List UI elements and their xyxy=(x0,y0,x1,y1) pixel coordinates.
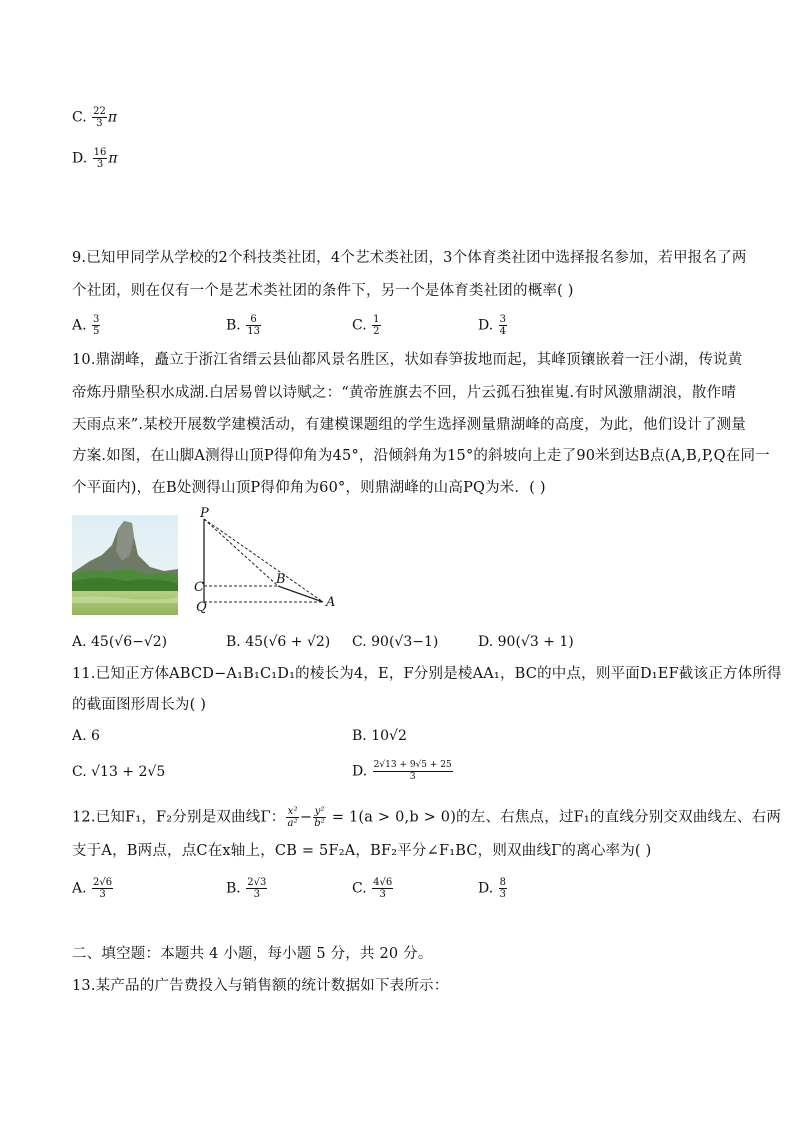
q13-stem-line-1: 13.某产品的广告费投入与销售额的统计数据如下表所示： xyxy=(72,978,449,994)
option-text: 10√2 xyxy=(371,728,407,744)
option-label: A. xyxy=(72,634,87,650)
option-text: 45(√6−√2) xyxy=(91,634,168,650)
option-label: D. xyxy=(352,763,368,780)
fraction-den: 3 xyxy=(409,772,416,782)
q10-stem-line-1: 10.鼎湖峰，矗立于浙江省缙云县仙都风景名胜区，状如春笋拔地而起，其峰顶镶嵌着一汪小湖，传说黄 xyxy=(72,352,743,368)
option-label: A. xyxy=(72,880,87,897)
fraction xyxy=(499,877,507,900)
option-label: C. xyxy=(352,880,367,897)
q10-option-b xyxy=(226,632,330,652)
q10-option-c xyxy=(352,632,438,652)
fraction-num: 2√6 xyxy=(93,877,113,888)
fraction-x xyxy=(286,806,298,829)
label-b: B xyxy=(276,572,286,587)
fraction-num: 6 xyxy=(246,314,261,326)
q9-stem-line-1: 9.已知甲同学从学校的2个科技类社团，4个艺术类社团，3个体育类社团中选择报名参加，若甲报名了两 xyxy=(72,250,747,266)
option-text: 6 xyxy=(91,728,100,744)
fraction-den: 5 xyxy=(93,326,100,337)
fraction xyxy=(246,314,261,337)
fraction xyxy=(92,877,113,900)
option-text: √13 + 2√5 xyxy=(91,764,166,780)
q10-stem-line-5: 个平面内)，在B处测得山顶P得仰角为60°，则鼎湖峰的山高PQ为米．( ) xyxy=(72,480,546,496)
fraction xyxy=(373,760,453,783)
q8-option-d xyxy=(72,147,118,170)
option-label: D. xyxy=(478,634,494,650)
fraction-den: 3 xyxy=(96,118,103,129)
fraction xyxy=(93,147,108,170)
fraction-num: 4√6 xyxy=(373,877,393,888)
label-a: A xyxy=(326,595,336,610)
fraction-den: 3 xyxy=(99,889,106,900)
fraction-num: 16 xyxy=(93,147,107,158)
fraction-den: 3 xyxy=(253,889,260,900)
option-label: A. xyxy=(72,317,87,334)
option-label: C. xyxy=(352,317,367,334)
option-tail: π xyxy=(108,150,118,167)
option-label: C. xyxy=(352,634,367,650)
q10-stem-line-2: 帝炼丹鼎坠积水成湖.白居易曾以诗赋之：“黄帝旌旗去不回，片云孤石独崔嵬.有时风激鼎湖浪，散作晴 xyxy=(72,385,737,401)
q10-stem-line-3: 天雨点来”.某校开展数学建模活动，有建模课题组的学生选择测量鼎湖峰的高度，为此，他们设计了测量 xyxy=(72,417,746,433)
fraction-num: 22 xyxy=(93,106,106,117)
fraction-den: 4 xyxy=(499,326,507,337)
fraction xyxy=(372,877,393,900)
q10-option-a xyxy=(72,632,167,652)
q9-option-a xyxy=(72,314,101,337)
fraction-den: 3 xyxy=(499,889,507,900)
option-label: B. xyxy=(226,880,241,897)
fraction-num: x² xyxy=(287,806,298,817)
fraction-num: 2√3 xyxy=(247,877,267,888)
q8-option-c xyxy=(72,106,117,129)
fraction-den: 3 xyxy=(96,159,104,170)
q11-stem-line-1: 11.已知正方体ABCD−A₁B₁C₁D₁的棱长为4，E，F分别是棱AA₁，BC的中点，则平面D₁EF截该正方体所得 xyxy=(72,666,782,682)
fraction-den: a² xyxy=(287,818,298,829)
option-label: C. xyxy=(72,764,87,780)
fraction xyxy=(92,314,100,337)
q12-option-a xyxy=(72,877,114,900)
q12-text-b: 的左、右焦点，过F₁的直线分别交双曲线左、右两 xyxy=(456,809,782,826)
fraction-y xyxy=(313,806,326,829)
q12-option-b xyxy=(226,877,268,900)
fraction-den: 2 xyxy=(373,326,380,337)
option-text: 45(√6 + √2) xyxy=(245,634,331,650)
q12-option-c xyxy=(352,877,394,900)
q10-stem-line-4: 方案.如图，在山脚A测得山顶P得仰角为45°，沿倾斜角为15°的斜坡向上走了90米到达B点(A,B,P,Q在同一 xyxy=(72,448,770,464)
q11-option-c xyxy=(72,762,165,782)
section-heading-fill-in: 二、填空题：本题共 4 小题，每小题 5 分，共 20 分。 xyxy=(72,946,433,962)
q12-equation-tail: = 1(a > 0,b > 0) xyxy=(327,809,457,826)
fraction xyxy=(372,314,380,337)
q12-stem-line-1: 12.已知F₁，F₂分别是双曲线Γ： $\frac{\text{x²}}{\text{a²}}$ − $\frac{\text{y²}}{\text{b²}}$ = 1(a > 0,b > 0)的左、右焦点，过F₁的直线分别交双曲线左、右两 xyxy=(72,806,782,829)
label-p: P xyxy=(200,506,209,521)
option-tail: π xyxy=(107,109,118,126)
fraction-num: 3 xyxy=(93,314,100,325)
q12-stem-line-2: 支于A，B两点，点C在x轴上，CB = 5F₂A，BF₂平分∠F₁BC，则双曲线Γ的离心率为( ) xyxy=(72,843,652,859)
fraction-num: 1 xyxy=(373,314,380,325)
q11-option-d xyxy=(352,760,454,783)
option-label: A. xyxy=(72,728,87,744)
option-label: C. xyxy=(72,109,87,126)
q10-figure xyxy=(190,505,350,617)
option-label: B. xyxy=(352,728,367,744)
q11-stem-line-2: 的截面图形周长为( ) xyxy=(72,697,207,713)
fraction-num: y² xyxy=(314,806,325,817)
fraction xyxy=(499,314,507,337)
q9-option-c xyxy=(352,314,382,337)
fraction-num: 3 xyxy=(499,314,507,325)
mountain-photo xyxy=(72,515,178,615)
line-pa xyxy=(204,519,323,602)
q9-option-d xyxy=(478,314,508,337)
fraction xyxy=(92,106,107,129)
option-label: B. xyxy=(226,634,241,650)
fraction-num: 2√13 + 9√5 + 25 xyxy=(373,760,452,770)
q11-option-a xyxy=(72,726,100,746)
q12-option-d xyxy=(478,877,508,900)
option-label: D. xyxy=(478,880,494,897)
option-label: D. xyxy=(478,317,494,334)
fraction-den: b² xyxy=(314,818,326,829)
fraction-den: 13 xyxy=(247,326,260,337)
q12-text-a: 12.已知F₁，F₂分别是双曲线Γ： xyxy=(72,809,286,826)
q9-stem-line-2: 个社团，则在仅有一个是艺术类社团的条件下，另一个是体育类社团的概率( ) xyxy=(72,283,574,299)
label-q: Q xyxy=(196,600,207,615)
fraction-num: 8 xyxy=(499,877,507,888)
option-label: D. xyxy=(72,150,88,167)
line-pb xyxy=(204,519,278,586)
fraction xyxy=(246,877,267,900)
q9-option-b xyxy=(226,314,262,337)
q10-option-d xyxy=(478,632,574,652)
label-c: C xyxy=(194,580,204,595)
option-text: 90(√3 + 1) xyxy=(497,634,574,650)
option-label: B. xyxy=(226,317,241,334)
q11-option-b xyxy=(352,726,407,746)
option-text: 90(√3−1) xyxy=(371,634,439,650)
fraction-den: 3 xyxy=(379,889,386,900)
